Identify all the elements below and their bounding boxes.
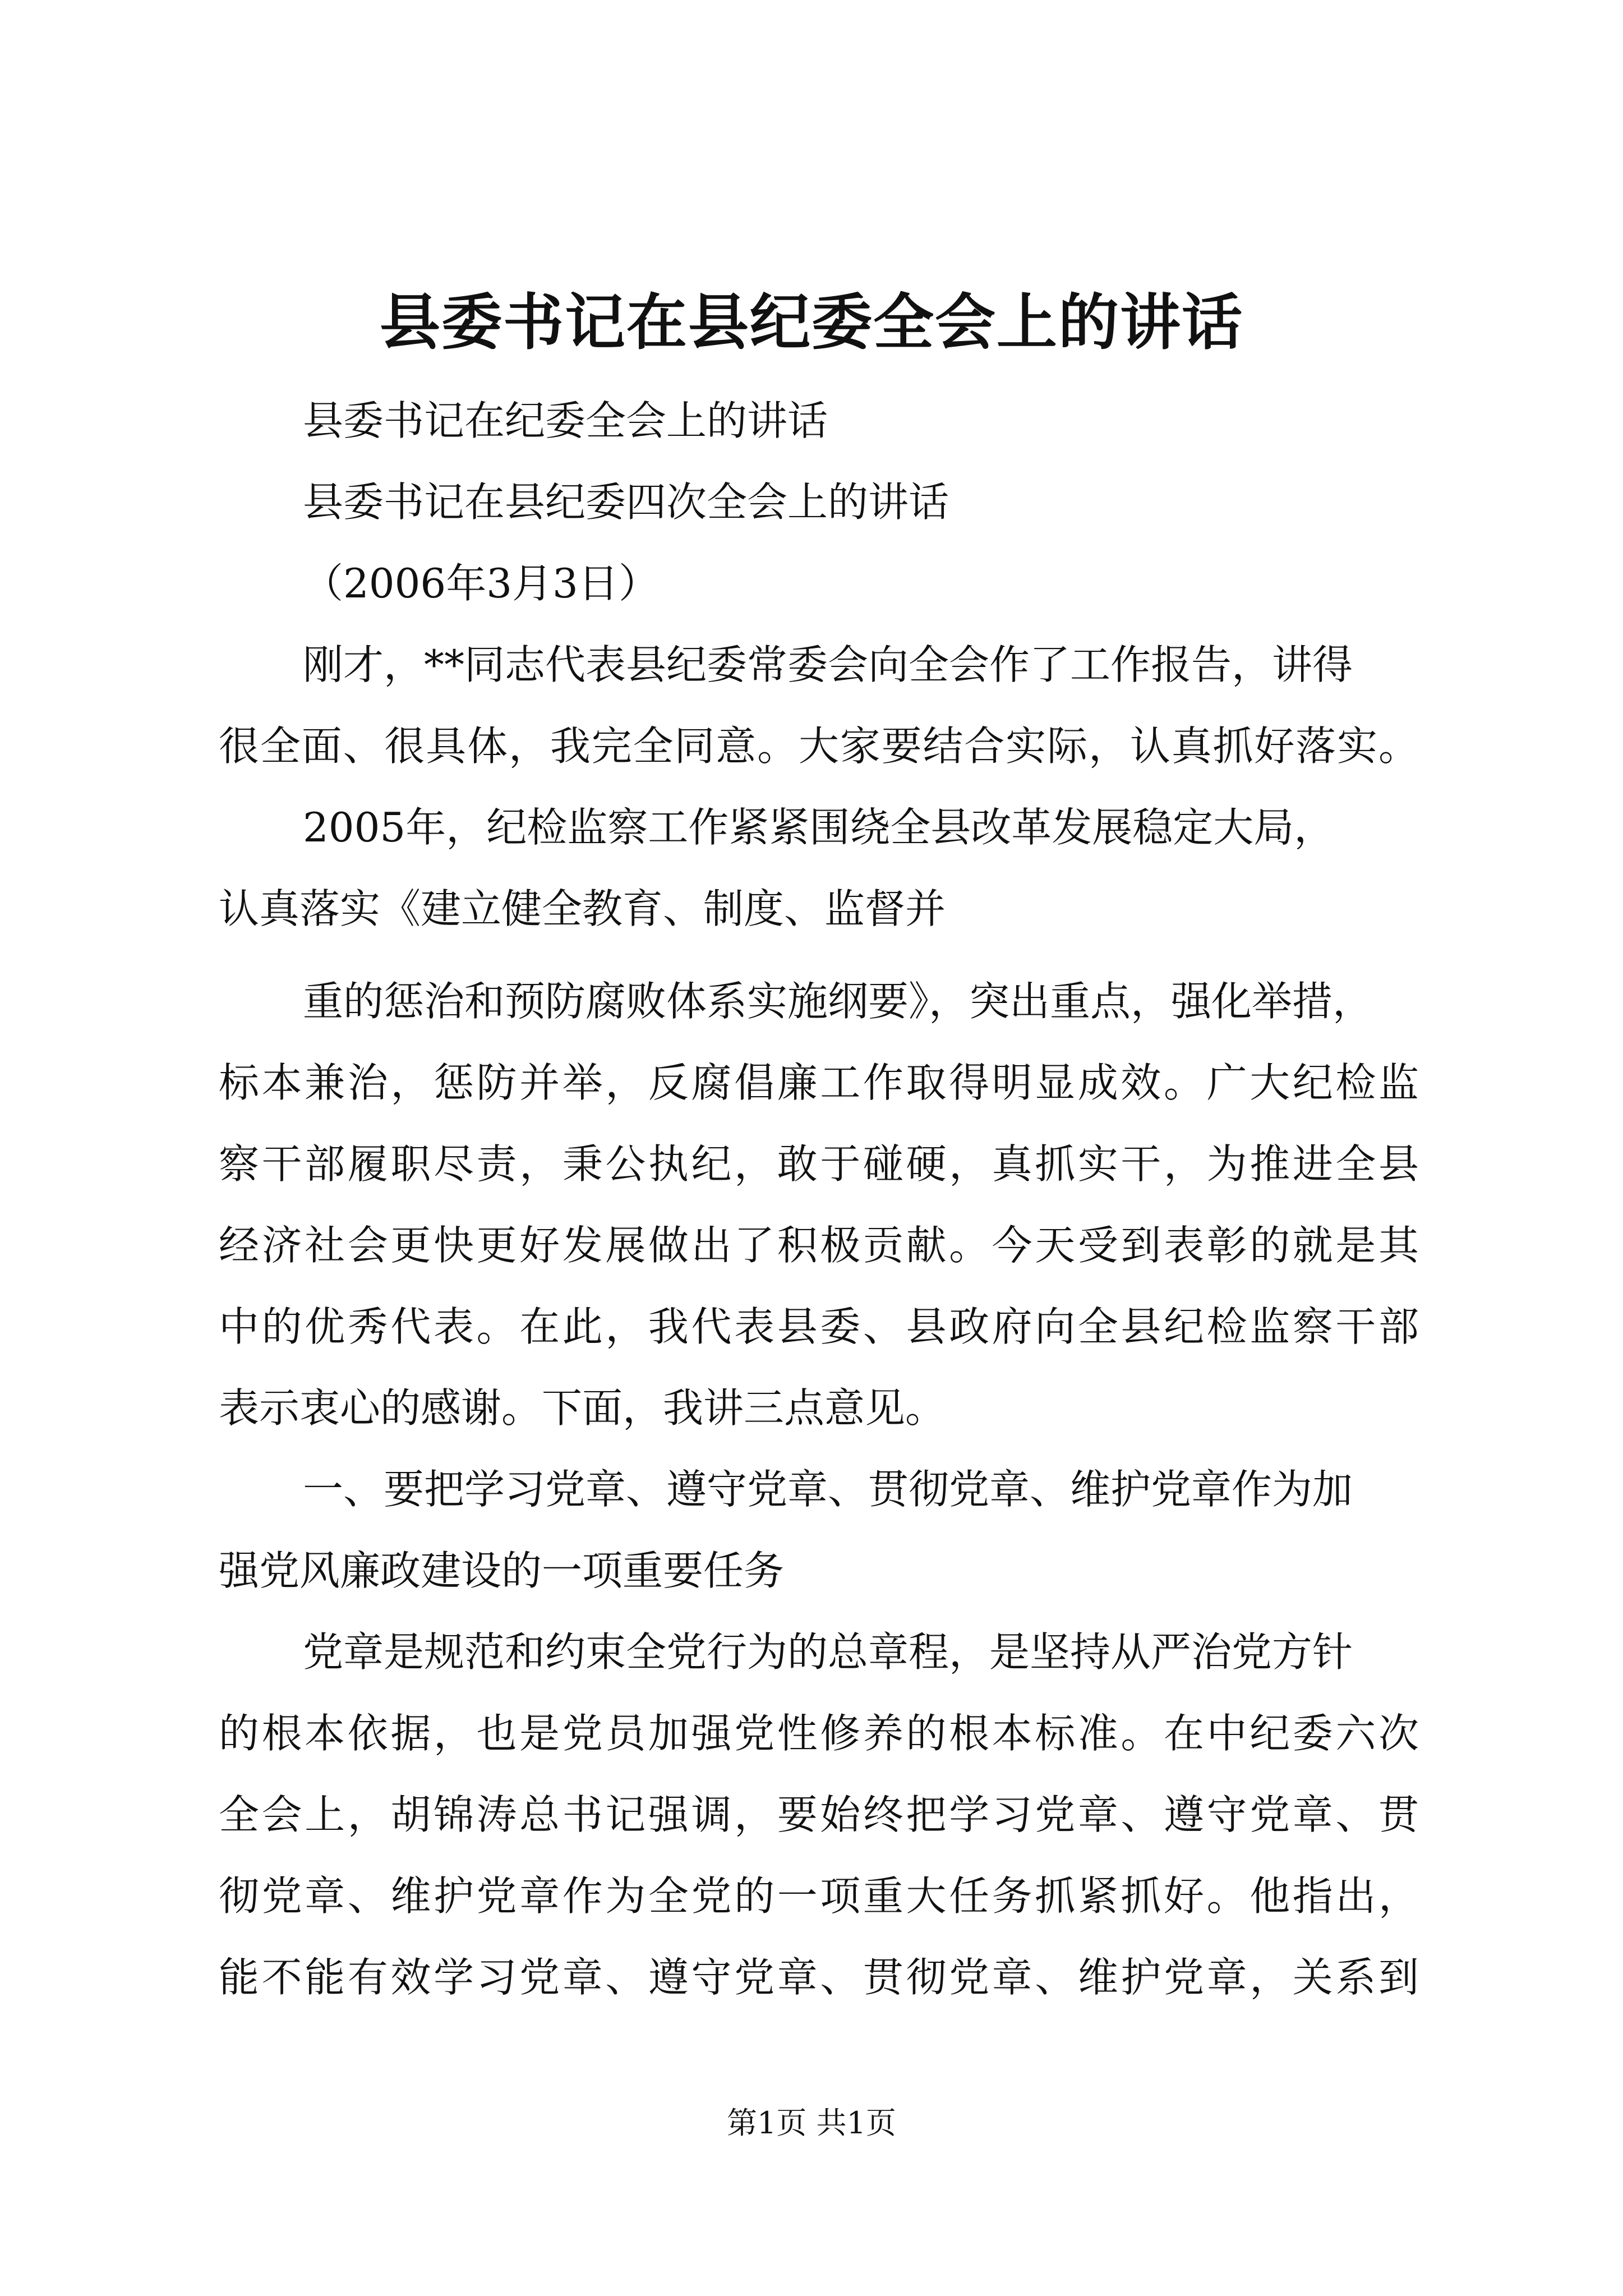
paragraph-line: 的根本依据，也是党员加强党性修养的根本标准。在中纪委六次 <box>219 1710 1419 1757</box>
paragraph-line: 彻党章、维护党章作为全党的一项重大任务抓紧抓好。他指出， <box>219 1872 1419 1920</box>
section-heading-line: 一、要把学习党章、遵守党章、贯彻党章、维护党章作为加 <box>303 1466 1353 1513</box>
page-footer: 第1页 共1页 <box>727 2105 896 2141</box>
document-title: 县委书记在县纪委全会上的讲话 <box>379 287 1243 358</box>
paragraph-line: 察干部履职尽责，秉公执纪，敢于碰硬，真抓实干，为推进全县 <box>219 1140 1419 1188</box>
paragraph-line: 能不能有效学习党章、遵守党章、贯彻党章、维护党章，关系到 <box>219 1954 1419 2001</box>
paragraph-line: 标本兼治，惩防并举，反腐倡廉工作取得明显成效。广大纪检监 <box>219 1059 1419 1106</box>
paragraph-line: 认真落实《建立健全教育、制度、监督并 <box>219 885 946 932</box>
paragraph-line: 党章是规范和约束全党行为的总章程，是坚持从严治党方针 <box>303 1628 1353 1676</box>
paragraph-line: 很全面、很具体，我完全同意。大家要结合实际，认真抓好落实。 <box>219 723 1419 770</box>
paragraph-line: 经济社会更快更好发展做出了积极贡献。今天受到表彰的就是其 <box>219 1222 1419 1269</box>
paragraph-line: 中的优秀代表。在此，我代表县委、县政府向全县纪检监察干部 <box>219 1303 1419 1350</box>
paragraph-line: 2005年，纪检监察工作紧紧围绕全县改革发展稳定大局， <box>303 804 1335 851</box>
subtitle-line: 县委书记在纪委全会上的讲话 <box>303 397 828 444</box>
paragraph-line: 全会上，胡锦涛总书记强调，要始终把学习党章、遵守党章、贯 <box>219 1791 1419 1838</box>
section-heading-line: 强党风廉政建设的一项重要任务 <box>219 1547 785 1594</box>
subtitle-line: 县委书记在县纪委四次全会上的讲话 <box>303 478 949 526</box>
paragraph-line: 刚才，**同志代表县纪委常委会向全会作了工作报告，讲得 <box>303 641 1353 688</box>
date-line: （2006年3月3日） <box>303 560 659 607</box>
paragraph-line: 重的惩治和预防腐败体系实施纲要》，突出重点，强化举措， <box>303 978 1373 1025</box>
paragraph-line: 表示衷心的感谢。下面，我讲三点意见。 <box>219 1384 946 1432</box>
